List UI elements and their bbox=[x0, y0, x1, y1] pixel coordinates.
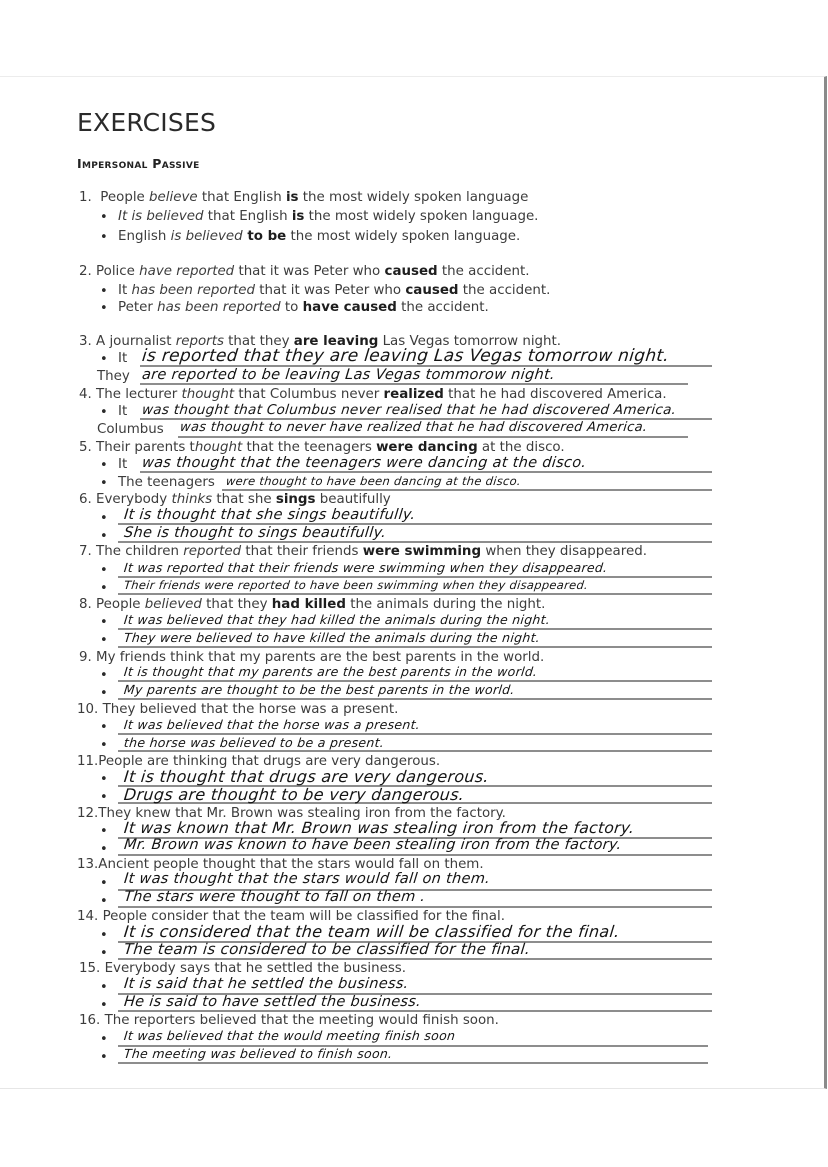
answer-line bbox=[118, 1062, 708, 1064]
handwritten-answer-13a[interactable]: It was thought that the stars would fall on them. bbox=[123, 871, 491, 887]
bullet-icon: • bbox=[100, 210, 108, 225]
text: the most widely spoken language. bbox=[286, 229, 521, 244]
bold-verb: were dancing bbox=[376, 440, 478, 455]
handwritten-answer-4a[interactable]: was thought that Columbus never realised that he had discovered America. bbox=[141, 402, 678, 418]
exercise-16-sentence bbox=[79, 1013, 499, 1028]
text: to bbox=[280, 300, 303, 315]
text: They believed that the horse was a present. bbox=[102, 702, 399, 717]
italic-verb: believed bbox=[144, 597, 202, 612]
exercise-7-sentence bbox=[79, 544, 647, 559]
bullet-icon: • bbox=[100, 633, 108, 648]
handwritten-answer-7a[interactable]: It was reported that their friends were swimming when they disappeared. bbox=[123, 560, 609, 575]
bullet-icon: • bbox=[100, 458, 108, 473]
answer-line bbox=[118, 958, 712, 960]
item-number: 9. bbox=[79, 650, 92, 665]
bullet-icon: • bbox=[100, 790, 108, 805]
text: beautifully bbox=[315, 492, 391, 507]
bullet-icon: • bbox=[100, 842, 108, 857]
exercise-8-sentence bbox=[79, 597, 545, 612]
handwritten-answer-6a[interactable]: It is thought that she sings beautifully. bbox=[123, 507, 417, 523]
item-number: 14. bbox=[77, 909, 99, 924]
text: the accident. bbox=[458, 283, 551, 298]
bullet-icon: • bbox=[100, 476, 108, 491]
item-number: 2. bbox=[79, 264, 92, 279]
page-title: EXERCISES bbox=[77, 108, 217, 137]
text: that their friends bbox=[241, 544, 363, 559]
exercise-6-sentence bbox=[79, 492, 391, 507]
example-1-sentence bbox=[79, 190, 528, 205]
italic-verb: have reported bbox=[139, 264, 235, 279]
text: the accident. bbox=[396, 300, 489, 315]
example-2-answer-2 bbox=[118, 300, 489, 315]
handwritten-answer-10a[interactable]: It was believed that the horse was a present. bbox=[123, 717, 421, 732]
answer-line bbox=[118, 750, 712, 752]
handwritten-answer-3b[interactable]: are reported to be leaving Las Vegas tommorow night. bbox=[141, 367, 556, 383]
text: that they bbox=[201, 597, 272, 612]
item-number: 15. bbox=[79, 961, 101, 976]
bullet-icon: • bbox=[100, 529, 108, 544]
text: when they disappeared. bbox=[481, 544, 647, 559]
text: Everybody bbox=[96, 492, 172, 507]
answer-lead: They bbox=[97, 369, 130, 384]
answer-lead: It bbox=[118, 351, 128, 366]
handwritten-answer-16a[interactable]: It was believed that the would meeting finish soon bbox=[123, 1028, 457, 1043]
bullet-icon: • bbox=[100, 352, 108, 367]
text: at the disco. bbox=[477, 440, 565, 455]
text: that English bbox=[197, 190, 286, 205]
example-2-sentence bbox=[79, 264, 530, 279]
text: They knew that Mr. Brown was stealing iron from the factory. bbox=[98, 806, 506, 821]
bullet-icon: • bbox=[100, 301, 108, 316]
handwritten-answer-7b[interactable]: Their friends were reported to have been swimming when they disappeared. bbox=[123, 578, 589, 592]
bullet-icon: • bbox=[100, 772, 108, 787]
handwritten-answer-14b[interactable]: The team is considered to be classified for the final. bbox=[123, 940, 532, 958]
answer-lead: It bbox=[118, 457, 128, 472]
text: People are thinking that drugs are very dangerous. bbox=[98, 754, 441, 769]
answer-line bbox=[118, 541, 712, 543]
bold-verb: have caused bbox=[302, 300, 397, 315]
bullet-icon: • bbox=[100, 738, 108, 753]
item-number: 8. bbox=[79, 597, 92, 612]
section-heading: Impersonal Passive bbox=[77, 156, 200, 171]
text: The reporters believed that the meeting would finish soon. bbox=[104, 1013, 499, 1028]
text: Ancient people thought that the stars would fall on them. bbox=[98, 857, 484, 872]
text: English bbox=[118, 229, 171, 244]
text: People bbox=[96, 597, 145, 612]
answer-line bbox=[118, 1010, 712, 1012]
bullet-icon: • bbox=[100, 720, 108, 735]
exercise-10-sentence bbox=[77, 702, 398, 717]
text: A journalist bbox=[96, 334, 176, 349]
italic-verb: reports bbox=[175, 334, 224, 349]
answer-line bbox=[222, 489, 712, 491]
text: The children bbox=[96, 544, 184, 559]
handwritten-answer-9b[interactable]: My parents are thought to be the best parents in the world. bbox=[123, 682, 516, 697]
text: that Columbus never bbox=[234, 387, 384, 402]
text: Their parents t bbox=[96, 440, 195, 455]
text: Las Vegas tomorrow night. bbox=[378, 334, 562, 349]
bullet-icon: • bbox=[100, 824, 108, 839]
item-number: 3. bbox=[79, 334, 92, 349]
bullet-icon: • bbox=[100, 563, 108, 578]
bullet-icon: • bbox=[100, 894, 108, 909]
answer-lead: The teenagers bbox=[118, 475, 215, 490]
item-number: 12. bbox=[77, 806, 99, 821]
answer-line bbox=[140, 471, 712, 473]
text: the most widely spoken language bbox=[298, 190, 529, 205]
italic-verb: It is believed bbox=[118, 209, 204, 224]
handwritten-answer-5b[interactable]: were thought to have been dancing at the disco. bbox=[225, 474, 522, 488]
answer-line bbox=[140, 383, 688, 385]
answer-lead: It bbox=[118, 404, 128, 419]
bullet-icon: • bbox=[100, 581, 108, 596]
item-number: 5. bbox=[79, 440, 92, 455]
bullet-icon: • bbox=[100, 511, 108, 526]
item-number: 1. bbox=[79, 190, 92, 205]
bullet-icon: • bbox=[100, 998, 108, 1013]
bold-verb: sings bbox=[275, 492, 316, 507]
italic-verb: has been reported bbox=[131, 283, 256, 298]
bullet-icon: • bbox=[100, 615, 108, 630]
handwritten-answer-5a[interactable]: was thought that the teenagers were dancing at the disco. bbox=[141, 455, 588, 471]
bold-verb: is bbox=[285, 190, 299, 205]
bullet-icon: • bbox=[100, 230, 108, 245]
item-number: 16. bbox=[79, 1013, 101, 1028]
answer-line bbox=[118, 698, 712, 700]
text: the accident. bbox=[437, 264, 530, 279]
text: People bbox=[100, 190, 150, 205]
bullet-icon: • bbox=[100, 668, 108, 683]
handwritten-answer-16b[interactable]: The meeting was believed to finish soon. bbox=[123, 1046, 394, 1061]
italic-verb: thought bbox=[181, 387, 235, 402]
text: The lecturer bbox=[96, 387, 182, 402]
exercise-5-sentence bbox=[79, 440, 565, 455]
bullet-icon: • bbox=[100, 1032, 108, 1047]
item-number: 11. bbox=[77, 754, 99, 769]
handwritten-answer-13b[interactable]: The stars were thought to fall on them . bbox=[123, 889, 427, 905]
italic-verb: hought bbox=[194, 440, 243, 455]
bold-verb: had killed bbox=[271, 597, 346, 612]
bullet-icon: • bbox=[100, 946, 108, 961]
handwritten-answer-8b[interactable]: They were believed to have killed the animals during the night. bbox=[123, 630, 541, 645]
item-number: 7. bbox=[79, 544, 92, 559]
example-2-answer-1 bbox=[118, 283, 550, 298]
handwritten-answer-6b[interactable]: She is thought to sings beautifully. bbox=[123, 525, 388, 541]
handwritten-answer-14a[interactable]: It is considered that the team will be classified for the final. bbox=[123, 922, 621, 941]
exercise-15-sentence bbox=[79, 961, 406, 976]
text: that they bbox=[223, 334, 294, 349]
text: that the teenagers bbox=[242, 440, 377, 455]
bold-verb: were swimming bbox=[362, 544, 482, 559]
text: Peter bbox=[118, 300, 158, 315]
bullet-icon: • bbox=[100, 928, 108, 943]
text: that it was Peter who bbox=[234, 264, 385, 279]
handwritten-answer-4b[interactable]: was thought to never have realized that he had discovered America. bbox=[179, 420, 649, 435]
text: that he had discovered America. bbox=[443, 387, 667, 402]
italic-verb: believe bbox=[149, 190, 198, 205]
handwritten-answer-15a[interactable]: It is said that he settled the business. bbox=[123, 976, 410, 992]
handwritten-answer-11a[interactable]: It is thought that drugs are very dangerous. bbox=[123, 767, 490, 786]
bullet-icon: • bbox=[100, 686, 108, 701]
handwritten-answer-11b[interactable]: Drugs are thought to be very dangerous. bbox=[123, 785, 466, 804]
handwritten-answer-12b[interactable]: Mr. Brown was known to have been stealing iron from the factory. bbox=[123, 837, 623, 853]
exercise-13-sentence bbox=[77, 857, 484, 872]
italic-verb: reported bbox=[183, 544, 242, 559]
text: that English bbox=[203, 209, 292, 224]
italic-verb: is believed bbox=[170, 229, 243, 244]
text: It bbox=[118, 283, 132, 298]
item-number: 4. bbox=[79, 387, 92, 402]
bold-verb: caused bbox=[384, 264, 438, 279]
bold-verb: to be bbox=[242, 229, 287, 244]
italic-verb: has been reported bbox=[157, 300, 281, 315]
handwritten-answer-9a[interactable]: It is thought that my parents are the best parents in the world. bbox=[123, 664, 539, 679]
example-1-answer-2 bbox=[118, 229, 520, 244]
handwritten-answer-10b[interactable]: the horse was believed to be a present. bbox=[123, 735, 386, 750]
bold-verb: is bbox=[291, 209, 305, 224]
text: Everybody says that he settled the business. bbox=[104, 961, 407, 976]
text: People consider that the team will be classified for the final. bbox=[102, 909, 505, 924]
answer-line bbox=[118, 854, 712, 856]
handwritten-answer-15b[interactable]: He is said to have settled the business. bbox=[123, 994, 422, 1010]
text: My friends think that my parents are the best parents in the world. bbox=[96, 650, 545, 665]
answer-line bbox=[178, 436, 688, 438]
answer-lead: Columbus bbox=[97, 422, 164, 437]
exercise-4-sentence bbox=[79, 387, 667, 402]
item-number: 6. bbox=[79, 492, 92, 507]
bullet-icon: • bbox=[100, 1050, 108, 1065]
item-number: 13. bbox=[77, 857, 99, 872]
bold-verb: are leaving bbox=[293, 334, 379, 349]
text: that she bbox=[212, 492, 276, 507]
bullet-icon: • bbox=[100, 980, 108, 995]
text: that it was Peter who bbox=[255, 283, 406, 298]
bullet-icon: • bbox=[100, 876, 108, 891]
handwritten-answer-8a[interactable]: It was believed that they had killed the animals during the night. bbox=[123, 612, 552, 627]
item-number: 10. bbox=[77, 702, 99, 717]
bold-verb: realized bbox=[383, 387, 444, 402]
handwritten-answer-12a[interactable]: It was known that Mr. Brown was stealing iron from the factory. bbox=[123, 819, 636, 837]
example-1-answer-1 bbox=[118, 209, 538, 224]
answer-line bbox=[118, 906, 712, 908]
italic-verb: thinks bbox=[171, 492, 213, 507]
handwritten-answer-3a[interactable]: is reported that they are leaving Las Vegas tomorrow night. bbox=[140, 346, 671, 366]
bullet-icon: • bbox=[100, 405, 108, 420]
bold-verb: caused bbox=[405, 283, 459, 298]
answer-line bbox=[118, 646, 712, 648]
text: the animals during the night. bbox=[345, 597, 546, 612]
bullet-icon: • bbox=[100, 284, 108, 299]
text: the most widely spoken language. bbox=[304, 209, 539, 224]
text: Police bbox=[96, 264, 140, 279]
exercise-9-sentence bbox=[79, 650, 544, 665]
answer-line bbox=[118, 593, 712, 595]
